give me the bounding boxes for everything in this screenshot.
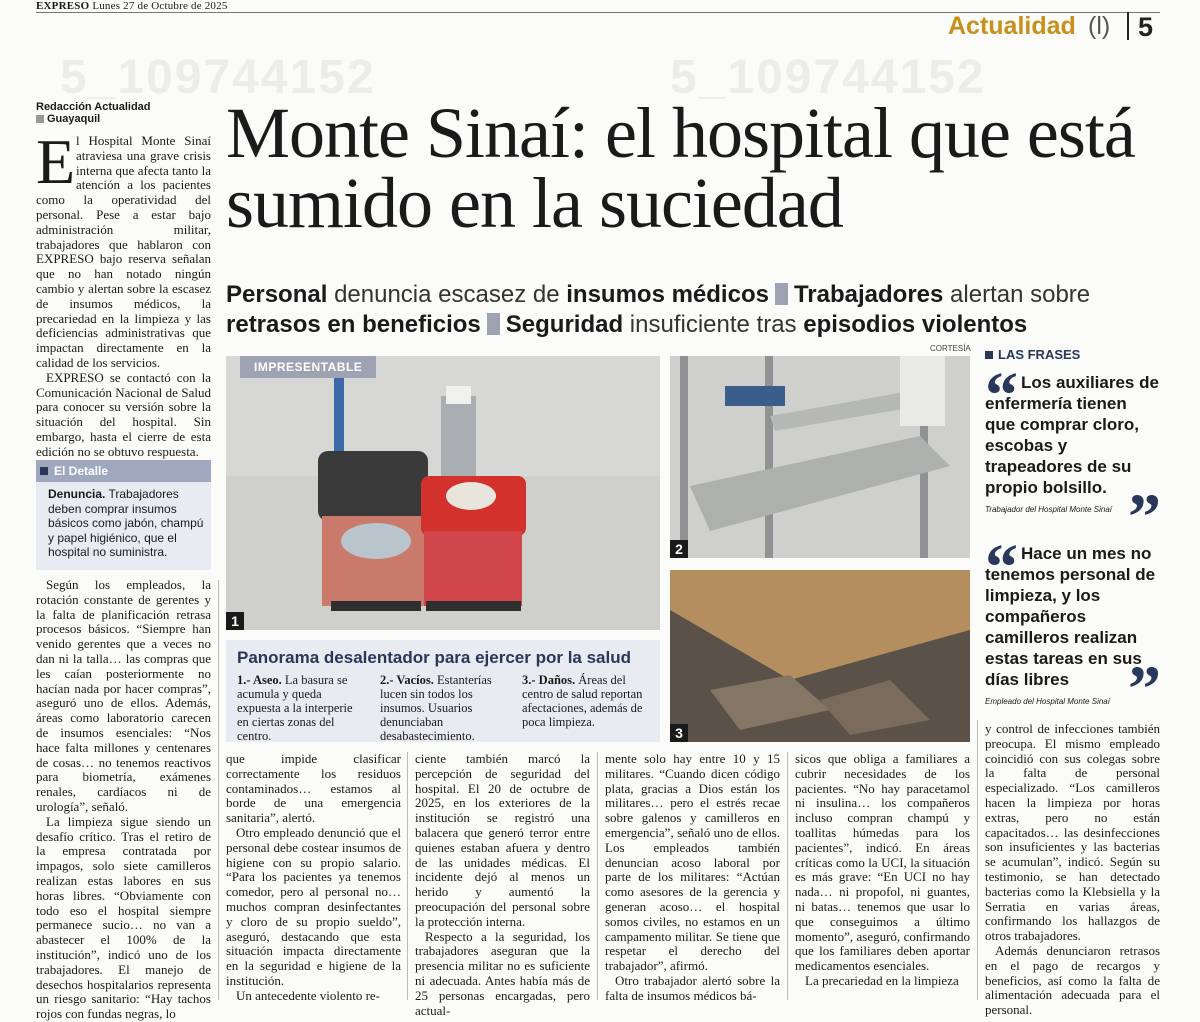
article-column-1 (36, 578, 211, 1022)
watermark: 5_109744152 (670, 51, 986, 104)
square-icon (36, 115, 44, 123)
column-rule (407, 752, 408, 1000)
detail-box-text: Denuncia. Trabajadores deben comprar insumos básicos como jabón, champú y papel higiénico, que el hospital no suministra. (48, 487, 204, 559)
separator-icon (487, 313, 500, 335)
photo-number: 3 (670, 724, 688, 742)
article-column-2 (226, 752, 401, 1004)
paragraph: Un antecedente violento re- (236, 987, 381, 1003)
paragraph: sicos que obliga a familiares a cubrir necesidades de los pacientes. “No hay paracetamol ni insulina… los compañeros incluso compran champú y toallitas húmedas para los pacientes”, indicó. En áreas críticas como la UCI, la situación es más grave: “En UCI no hay nada… ni propofol, ni guantes, ni batas… tenemos que usar lo que conseguimos a último momento”, aseguró, confirmando que los familiares deben aportar medicamentos esenciales. (795, 751, 970, 974)
quote-source: Trabajador del Hospital Monte Sinaí (985, 505, 1113, 514)
quote-text: Los auxiliares de enfermería tienen que comprar cloro, escobas y trapeadores de su propio bolsillo. (985, 373, 1159, 497)
watermark: 5_109744152 (60, 51, 376, 104)
open-quote-icon: “ (985, 359, 1018, 432)
article-column-6 (985, 722, 1160, 1018)
article-intro (36, 126, 211, 460)
paragraph: Respecto a la seguridad, los trabajadores aseguran que la presencia militar no es suficiente ni adecuada. Antes había más de 25 personas encargadas, pero actual- (415, 928, 590, 1018)
quote-text: Hace un mes no tenemos personal de limpieza, y los compañeros camilleros realizan estas tareas en sus días libres (985, 544, 1156, 689)
photo-number: 1 (226, 612, 244, 630)
photo-empty-shelves (670, 356, 970, 558)
intro-paragraph: l Hospital Monte Sinaí atraviesa una grave crisis interna que afecta tanto la atención a los pacientes como la operatividad del personal. Pese a estar bajo administración militar, trabajadores que hablaron con EXPRESO bajo reserva señalan que no han notado ningún cambio y alertan sobre la escasez de insumos médicos, la precariedad en la limpieza y las deficiencias administrativas que impactan directamente en la calidad de los servicios. (36, 133, 211, 370)
photo-credit: CORTESÍA (930, 344, 971, 353)
paragraph: Otro empleado denunció que el personal debe costear insumos de higiene con su propio salario. “Para los pacientes ya tenemos comedor, pero al personal no… muchos compran desinfectantes y cloro de su propio sueldo”, aseguró, destacando que esta situación impacta directamente en la seguridad e higiene de la institución. (226, 824, 401, 988)
paragraph: ciente también marcó la percepción de seguridad del hospital. El 20 de octubre de 2025, en los exteriores de la institución se registró una balacera que generó terror entre quienes estaban afuera y dentro de las unidades médicas. El incidente dejó al menos un herido y aumentó la preocupación del personal sobre la protección interna. (415, 751, 590, 929)
article-column-3 (415, 752, 590, 1018)
paragraph: que impide clasificar correctamente los residuos contaminados… estamos al borde de una emergencia sanitaria”, alertó. (226, 751, 401, 826)
section-name: Actualidad (948, 12, 1076, 40)
paragraph: La limpieza sigue siendo un desafío crítico. Tras el retiro de la empresa contratada por impagos, solo siete camilleros realizan estas labores en sus horas libres. “Obviamente con todo eso el hospital siempre permanece sucio… no van a abastecer el 100% de la institución”, indicó uno de los trabajadores. El manejo de desechos hospitalarios representa un riesgo sanitario: “Hay tachos rojos con fundas negras, lo (36, 813, 211, 1022)
page-number: 5 (1138, 12, 1154, 42)
photo-number: 2 (670, 540, 688, 558)
paragraph: Además denunciaron retrasos en el pago de recargos y beneficios, así como la falta de alimentación adecuada para el personal. (985, 942, 1160, 1018)
section-marker: (l) (1088, 12, 1111, 40)
byline-location: Guayaquil (47, 113, 101, 125)
quote-source: Empleado del Hospital Monte Sinaí (985, 697, 1110, 706)
article-column-5 (795, 752, 970, 989)
caption-item: 1.- Aseo. La basura se acumula y queda expuesta a la interperie en ciertas zonas del centro. (237, 673, 353, 743)
byline (36, 101, 151, 125)
photo-garbage-bins (226, 356, 660, 630)
paragraph: mente solo hay entre 10 y 15 militares. “Cuando dicen código plata, gracias a Dios están los militares… pero el estrés recae sobre galenos y camilleros en emergencia”, señaló uno de ellos. Los empleados también denuncian acoso laboral por parte de los militares: “Actúan como asesores de la gerencia y generan acoso… el hospital somos civiles, no estamos en un campamento militar. Se tiene que respetar el derecho del trabajador”, afirmó. (605, 751, 780, 974)
paper-name: EXPRESO (36, 0, 90, 12)
page-header-info (36, 0, 228, 12)
separator-icon (775, 283, 788, 305)
detail-box-title: El Detalle (36, 460, 211, 482)
close-quote-icon: ” (1128, 653, 1161, 726)
subheadline: Personal denuncia escasez de insumos médicos Trabajadores alertan sobre retrasos en beneficios Seguridad insuficiente tras episodios violentos (226, 281, 1091, 338)
caption-item: 2.- Vacíos. Estanterías lucen sin todos los insumos. Usuarios denunciaban desabastecimiento. (380, 673, 492, 743)
paragraph: Otro trabajador alertó sobre la falta de insumos médicos bá- (605, 972, 780, 1003)
photo-tag: IMPRESENTABLE (240, 356, 376, 378)
quotes-title: LAS FRASES (985, 347, 1080, 362)
column-rule (597, 752, 598, 1000)
intro-paragraph: EXPRESO se contactó con la Comunicación Nacional de Salud para conocer su versión sobre la situación del hospital. Sin embargo, hasta el cierre de esta edición no se obtuvo respuesta. (36, 369, 211, 459)
column-rule (218, 580, 219, 1000)
square-icon (40, 467, 48, 475)
column-rule (787, 752, 788, 1000)
article-column-4 (605, 752, 780, 1004)
open-quote-icon: “ (985, 531, 1018, 604)
paragraph: Según los empleados, la rotación constante de gerentes y la falta de planificación retrasa procesos básicos. “Siempre han venido gerentes que a veces no dan ni la talla… las compras que les caían posteriormente no hacían nada por hacer compras”, aseguró uno de ellos. Además, áreas como laboratorio carecen de insumos esenciales: “Nos hace falta millones y centenares de cosas… no tenemos reactivos para biometría, exámenes renales, cardíacos ni de urología”, señaló. (36, 577, 211, 814)
photo-damaged-floor (670, 570, 970, 742)
paragraph: y control de infecciones también preocupa. El mismo empleado coincidió con sus colegas sobre la falta de personal especializado. “Los camilleros hacen la limpieza por horas extras, pero no están capacitados… las desinfecciones son insuficientes y las bacterias se acumulan”, indicó. Según su testimonio, se han detectado bacterias como la Klebsiella y la Serratia en varias áreas, confirmando los hallazgos de otros trabajadores. (985, 721, 1160, 944)
paragraph: La precariedad en la limpieza (805, 972, 959, 988)
caption-title: Panorama desalentador para ejercer por la salud (237, 648, 631, 667)
byline-author: Redacción Actualidad (36, 101, 151, 113)
issue-date: Lunes 27 de Octubre de 2025 (92, 0, 228, 12)
close-quote-icon: ” (1128, 481, 1161, 554)
page-divider (1127, 12, 1129, 40)
caption-item: 3.- Daños. Áreas del centro de salud reportan afectaciones, además de poca limpieza. (522, 673, 643, 729)
headline: Monte Sinaí: el hospital que está sumido en la suciedad (226, 93, 1135, 243)
drop-cap: E (36, 126, 76, 197)
column-rule (977, 720, 978, 1000)
